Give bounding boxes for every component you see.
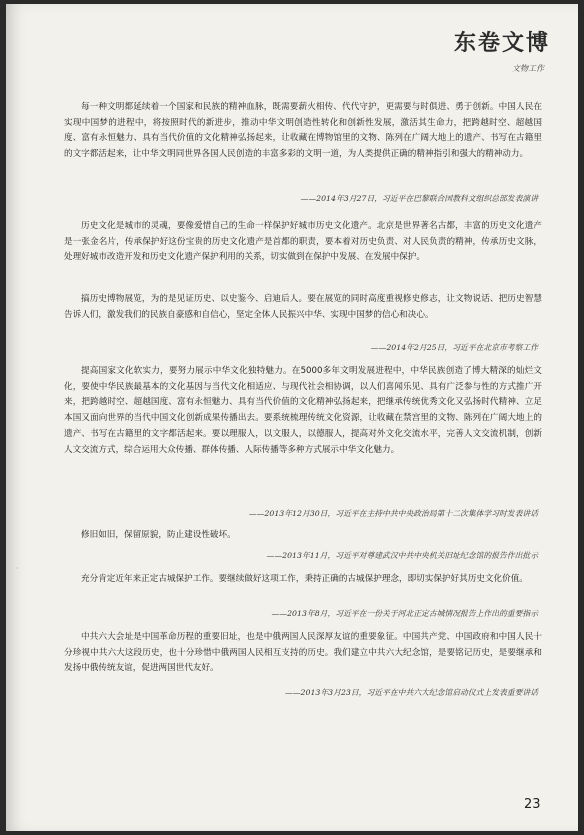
quote-paragraph: 搞历史博物展览，为的是见证历史、以史鉴今、启迪后人。要在展览的同时高度重视修史修志，让文物说话、把历史智慧告诉人们，激发我们的民族自豪感和自信心，坚定全体人民振兴中华、实现中国梦的信心和决心。 [64,294,542,320]
quote-paragraph: 修旧如旧，保留原貌，防止建设性破坏。 [81,530,236,540]
quote-source: ——2014年2月25日，习近平在北京市考察工作 [370,343,538,352]
quote-source: ——2014年3月27日，习近平在巴黎联合国教科文组织总部发表演讲 [300,194,538,203]
quote-source: ——2013年12月30日，习近平在主持中共中央政治局第十二次集体学习时发表讲话 [248,509,538,518]
quote-source: ——2013年3月23日，习近平在中共六大纪念馆启动仪式上发表重要讲话 [284,688,538,697]
margin-mark: · [16,564,19,573]
quote-source: ——2013年8月，习近平在一份关于河北正定古城情况报告上作出的重要指示 [271,609,538,618]
quote-paragraph: 中共六大会址是中国革命历程的重要旧址，也是中俄两国人民深厚友谊的重要象征。中国共产党、中国政府和中国人民十分珍视中共六大这段历史，也十分珍惜中俄两国人民相互支持的历史。我们建立中共六大纪念馆，是要铭记历史，是要继承和发扬中俄传统友谊，促进两国世代友好。 [64,632,542,674]
signature: 文物工作 [512,64,544,73]
page-number: 23 [524,797,541,812]
quote-paragraph: 历史文化是城市的灵魂，要像爱惜自己的生命一样保护好城市历史文化遗产。北京是世界著名古都，丰富的历史文化遗产是一张金名片，传承保护好这份宝贵的历史文化遗产是首都的职责，要本着对历史负责、对人民负责的精神，传承历史文脉，处理好城市改造开发和历史文化遗产保护利用的关系，切实做到在保护中发展、在发展中保护。 [64,221,542,263]
quote-paragraph: 每一种文明都延续着一个国家和民族的精神血脉，既需要薪火相传、代代守护，更需要与时俱进、勇于创新。中国人民在实现中国梦的进程中，将按照时代的新进步，推动中华文明创造性转化和创新性发展，激活其生命力，把跨越时空、超越国度、富有永恒魅力、具有当代价值的文化精神弘扬起来，让收藏在博物馆里的文物、陈列在广阔大地上的遗产、书写在古籍里的文字都活起来，让中华文明同世界各国人民创造的丰富多彩的文明一道，为人类提供正确的精神指引和强大的精神动力。 [64,102,542,160]
book-page [6,4,578,831]
brand-logo: 东卷文博 [454,30,551,56]
quote-paragraph: 提高国家文化软实力，要努力展示中华文化独特魅力。在5000多年文明发展进程中，中华民族创造了博大精深的灿烂文化，要使中华民族最基本的文化基因与当代文化相适应、与现代社会相协调，以人们喜闻乐见、具有广泛参与性的方式推广开来，把跨越时空、超越国度、富有永恒魅力、具有当代价值的文化精神弘扬起来，把继承传统优秀文化又弘扬时代精神、立足本国又面向世界的当代中国文化创新成果传播出去。要系统梳理传统文化资源，让收藏在禁宫里的文物、陈列在广阔大地上的遗产、书写在古籍里的文字都活起来。要以理服人，以文服人，以德服人，提高对外文化交流水平，完善人文交流机制，创新人文交流方式，综合运用大众传播、群体传播、人际传播等多种方式展示中华文化魅力。 [64,366,542,455]
quote-paragraph: 充分肯定近年来正定古城保护工作。要继续做好这项工作，秉持正确的古城保护理念，即切实保护好其历史文化价值。 [81,574,528,584]
quote-source: ——2013年11月，习近平对尊建武汉中共中央机关旧址纪念馆的报告作出批示 [266,551,538,560]
